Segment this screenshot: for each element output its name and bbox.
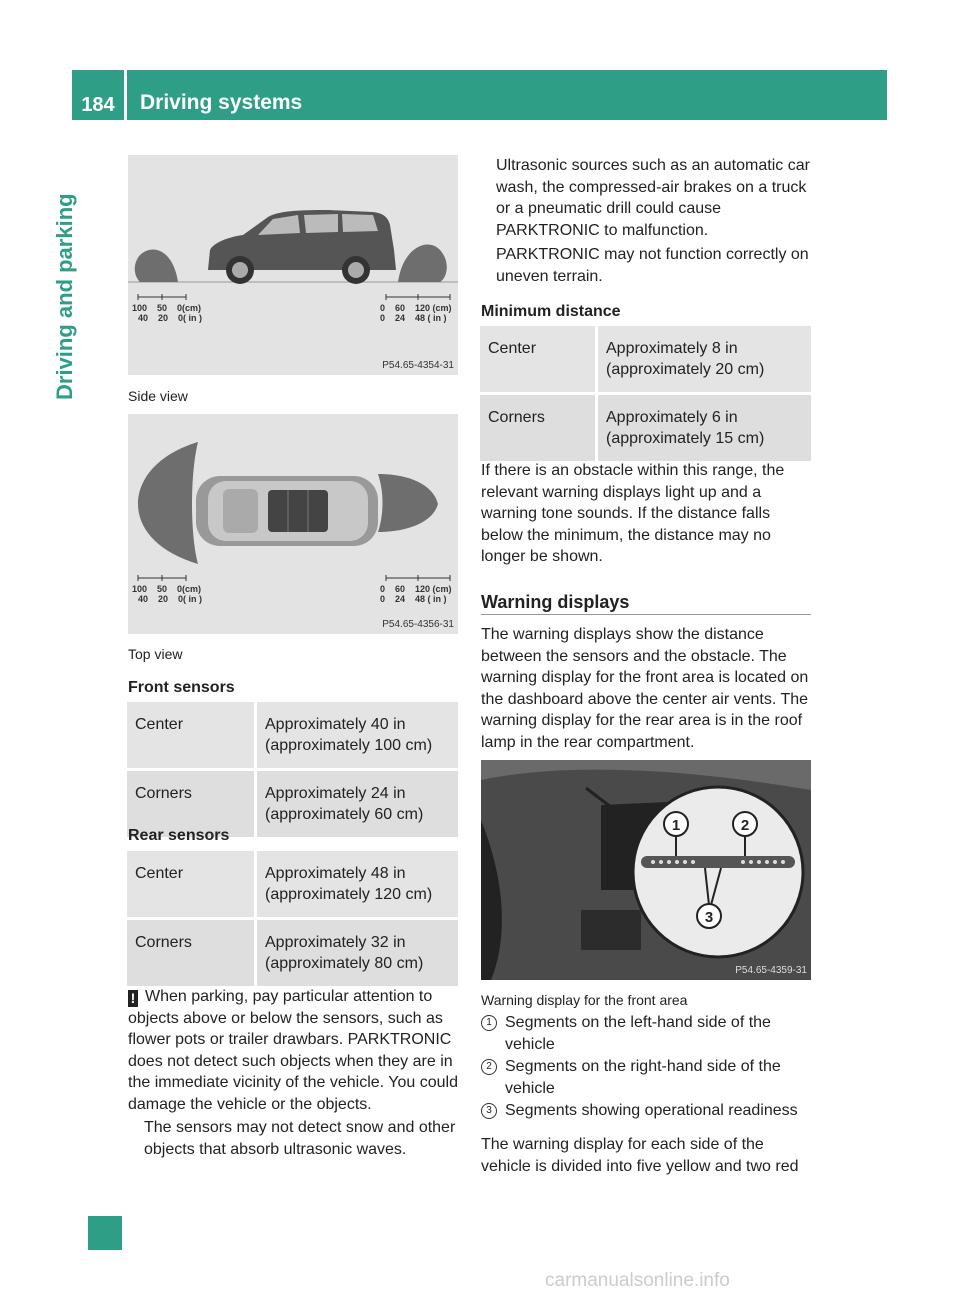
warning-displays-title: Warning displays [481, 592, 630, 612]
front-zone-shape [135, 249, 178, 282]
list-item: 2 Segments on the right-hand side of the vehicle [481, 1056, 815, 1099]
rear-zone-shape [398, 245, 447, 282]
scale-left-in: 40 20 0( in ) [138, 594, 203, 604]
right-para-1: Ultrasonic sources such as an automatic car wash, the compressed-air brakes on a truck or a pneumatic drill could cause PARKTRONIC to malfunction. [496, 157, 810, 239]
front-zone-shape [138, 442, 198, 564]
row-label: Corners [480, 395, 598, 461]
rear-zone-shape [378, 474, 438, 532]
table-row [127, 920, 458, 986]
page-title: Driving systems [140, 91, 303, 114]
rear-sensors-heading: Rear sensors [128, 827, 230, 844]
minimum-distance-heading: Minimum distance [481, 303, 621, 320]
chapter-tab-marker [88, 1216, 122, 1250]
row-label: Center [127, 851, 257, 917]
callout-list [481, 1012, 815, 1122]
row-label: Corners [127, 920, 257, 986]
magnifier-circle [633, 787, 803, 957]
callout-number-icon: 3 [481, 1103, 497, 1119]
figure-warning-display [481, 760, 811, 980]
scale-right-in: 0 24 48 ( in ) [380, 594, 447, 604]
section-rule [481, 614, 811, 615]
car-side-icon [208, 210, 396, 284]
scale-right-in: 0 24 48 ( in ) [380, 313, 447, 323]
warning-icon: ! [128, 990, 138, 1007]
figure-top-view [128, 414, 458, 634]
figure-side-view [128, 155, 458, 375]
scale-ticks [138, 294, 450, 300]
callout-number-icon: 2 [481, 1059, 497, 1075]
list-item: 3 Segments showing operational readiness [481, 1100, 815, 1122]
scale-left-cm: 100 50 0(cm) [132, 303, 202, 313]
front-sensors-heading: Front sensors [128, 679, 235, 696]
row-label: Center [127, 702, 257, 768]
watermark: carmanualsonline.info [545, 1270, 730, 1291]
figure-caption: Top view [128, 646, 183, 662]
side-view-illustration [128, 155, 458, 375]
front-sensors-table [127, 702, 458, 837]
dashboard-illustration [481, 760, 811, 980]
figure-code: P54.65-4356-31 [382, 619, 454, 630]
scale-right-cm: 0 60 120 (cm) [380, 584, 452, 594]
scale-right-cm: 0 60 120 (cm) [380, 303, 452, 313]
closing-text: The warning display for each side of the vehicle is divided into five yellow and two red [481, 1136, 799, 1175]
segment-bar [641, 856, 795, 868]
callout-number-icon: 1 [481, 1015, 497, 1031]
figure-caption: Warning display for the front area [481, 992, 688, 1008]
minimum-distance-table [480, 326, 811, 461]
table-row [127, 702, 458, 768]
figure-code: P54.65-4354-31 [382, 360, 454, 371]
table-row [480, 395, 811, 461]
row-label: Corners [127, 771, 257, 837]
callout-1-label: 1 [671, 817, 681, 834]
rear-sensors-table [127, 851, 458, 986]
row-value: Approximately 32 in (approximately 80 cm) [257, 920, 458, 986]
scale-ticks [138, 575, 450, 581]
list-item: 1 Segments on the left-hand side of the vehicle [481, 1012, 815, 1055]
row-value: Approximately 24 in (approximately 60 cm) [257, 771, 458, 837]
car-top-icon [196, 476, 378, 546]
callout-3-label: 3 [704, 909, 714, 926]
row-value: Approximately 48 in (approximately 120 cm) [257, 851, 458, 917]
warning-displays-body: The warning displays show the distance between the sensors and the obstacle. The warning display for the front area is located on the dashboard above the center air vents. The warning display for the rear area is in the roof lamp in the rear compartment. [481, 626, 809, 751]
page-number: 184 [81, 94, 115, 116]
figure-code: P54.65-4359-31 [735, 965, 807, 976]
warning-para-1: When parking, pay particular attention to objects above or below the sensors, such as flower pots or trailer drawbars. PARKTRONIC does not detect such objects when they are in the immediate vicinity of the vehicle. You could damage the vehicle or the objects. [128, 988, 458, 1113]
scale-left-cm: 100 50 0(cm) [132, 584, 202, 594]
right-para-2: PARKTRONIC may not function correctly on uneven terrain. [496, 246, 809, 285]
callout-2-label: 2 [740, 817, 750, 834]
chapter-tab-label: Driving and parking [52, 193, 77, 400]
obstacle-text: If there is an obstacle within this range, the relevant warning displays light up and a warning tone sounds. If the distance falls below the minimum, the distance may no longer be shown. [481, 462, 785, 565]
row-value: Approximately 8 in (approximately 20 cm) [598, 326, 811, 392]
row-value: Approximately 6 in (approximately 15 cm) [598, 395, 811, 461]
malfunction-notes [496, 155, 814, 287]
header-divider [124, 70, 127, 120]
table-row [127, 851, 458, 917]
figure-caption: Side view [128, 388, 188, 404]
row-value: Approximately 40 in (approximately 100 cm) [257, 702, 458, 768]
warning-para-2: The sensors may not detect snow and other objects that absorb ultrasonic waves. [144, 1119, 456, 1158]
scale-left-in: 40 20 0( in ) [138, 313, 203, 323]
warning-note [128, 986, 462, 1160]
row-label: Center [480, 326, 598, 392]
table-row [480, 326, 811, 392]
